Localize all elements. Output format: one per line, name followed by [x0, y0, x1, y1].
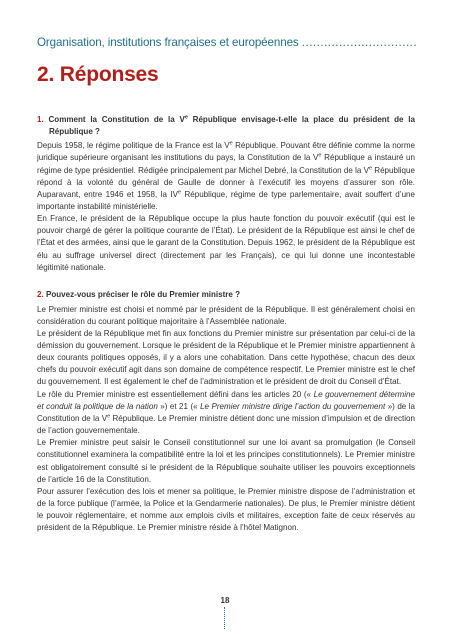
section-title: 2. Réponses	[37, 63, 159, 86]
question-2-number: 2.	[37, 289, 44, 299]
answers-content	[37, 114, 415, 534]
question-1-text: Comment la Constitution de la V	[48, 115, 185, 124]
page-number: 18	[220, 596, 230, 605]
quoted-article-21: Le Premier ministre dirige l’action du gouvernement	[200, 401, 386, 411]
answer-1-paragraph-1	[37, 140, 415, 213]
answer-2-paragraph-2: Le président de la République met fin aux fonctions du Premier ministre sur présentation par celui-ci de la démission du gouvernement. Lorsque le président de la République et le Premier ministre appartiennent à deux courants politiques opposés, il y a alors une cohabitation. Dans cette hypothèse, chacun des deux chefs du pouvoir exécutif agit dans son domaine de compétence respectif. Le Premier ministre est le chef du gouvernement. Il est également le chef de l’administration et le président de droit du Conseil d’État.	[37, 328, 415, 387]
question-2	[37, 289, 415, 301]
question-1-text-end: République envisage-t-elle la place du président de la République ?	[49, 115, 415, 136]
superscript: e	[107, 413, 111, 420]
answer-2-paragraph-1: Le Premier ministre est choisi et nommé par le président de la République. Il est généralement choisi en considération du courant politique majoritaire à l’Assemblée nationale.	[37, 304, 415, 326]
section-gap	[37, 274, 415, 289]
superscript: e	[184, 114, 188, 121]
page-number-dotted-line	[224, 607, 225, 629]
answer-2-paragraph-5: Pour assurer l’exécution des lois et mener sa politique, le Premier ministre dispose de l’administration et de la force publique (l’armée, la Police et la Gendarmerie nationales). De plus, le Premier ministre détient le pouvoir réglementaire, et nomme aux emplois civils et militaires, exception faite de ceux réservés au président de la République. Le Premier ministre réside à l’hôtel Matignon.	[37, 486, 415, 533]
text-run: République a instauré un régime de type présidentiel. Rédigée principalement par Michel Debré, la Constitution de la V	[37, 153, 415, 175]
text-run: ») de la Constitution de la V	[37, 401, 415, 423]
quoted-article-20: Le gouvernement détermine et conduit la politique de la nation	[37, 389, 415, 411]
question-1	[37, 114, 415, 137]
running-header	[37, 36, 417, 49]
answer-2-paragraph-4: Le Premier ministre peut saisir le Conseil constitutionnel sur une loi avant sa promulgation (le Conseil constitutionnel examinera la compatibilité entre la loi et les principes constitutionnels). Le Premier ministre est obligatoirement consulté si le président de la République souhaite utiliser les pouvoirs exceptionnels de l’article 16 de la Constitution.	[37, 438, 415, 484]
superscript: e	[368, 164, 373, 171]
answer-2-paragraph-3	[37, 389, 415, 438]
text-run: République. Le Premier ministre détient donc une mission d’impulsion et de direction de l’action gouvernementale.	[37, 413, 415, 436]
text-run: République répond à la volonté du général de Gaulle de donner à l’exécutif les moyens d’assurer son rôle. Auparavant, entre 1946 et 1958, la IV	[37, 165, 415, 199]
text-run: Depuis 1958, le régime politique de la France est la V	[37, 141, 230, 151]
text-run: Le rôle du Premier ministre est essentiellement défini dans les articles 20 («	[37, 389, 314, 399]
text-run: République. Pouvant être définie comme la norme juridique supérieure organisant les institutions du pays, la Constitution de la V	[37, 141, 415, 163]
text-run: République, régime de type parlementaire, avait souffert d’une importante instabilité ministérielle.	[37, 189, 416, 211]
running-header-leader: ...............................	[301, 36, 418, 49]
question-2-text: Pouvez-vous préciser le rôle du Premier ministre ?	[45, 289, 241, 299]
superscript: e	[229, 140, 233, 147]
text-run: ») et 21 («	[157, 401, 201, 411]
answer-1-paragraph-2: En France, le président de la République occupe la plus haute fonction du pouvoir exécutif (qui est le pouvoir chargé de gérer la politique courante de l’État). Le président de la République est ainsi le chef de l’État et des armées, ainsi que le garant de la Constitution. Depuis 1962, le président de la République est élu au suffrage universel direct (directement par les Français), ce qui lui donne une incontestable légitimité nationale.	[37, 214, 415, 272]
superscript: e	[177, 189, 182, 196]
running-header-title: Organisation, institutions françaises et européennes	[37, 36, 299, 49]
question-1-number: 1.	[37, 115, 44, 124]
superscript: e	[318, 152, 322, 159]
